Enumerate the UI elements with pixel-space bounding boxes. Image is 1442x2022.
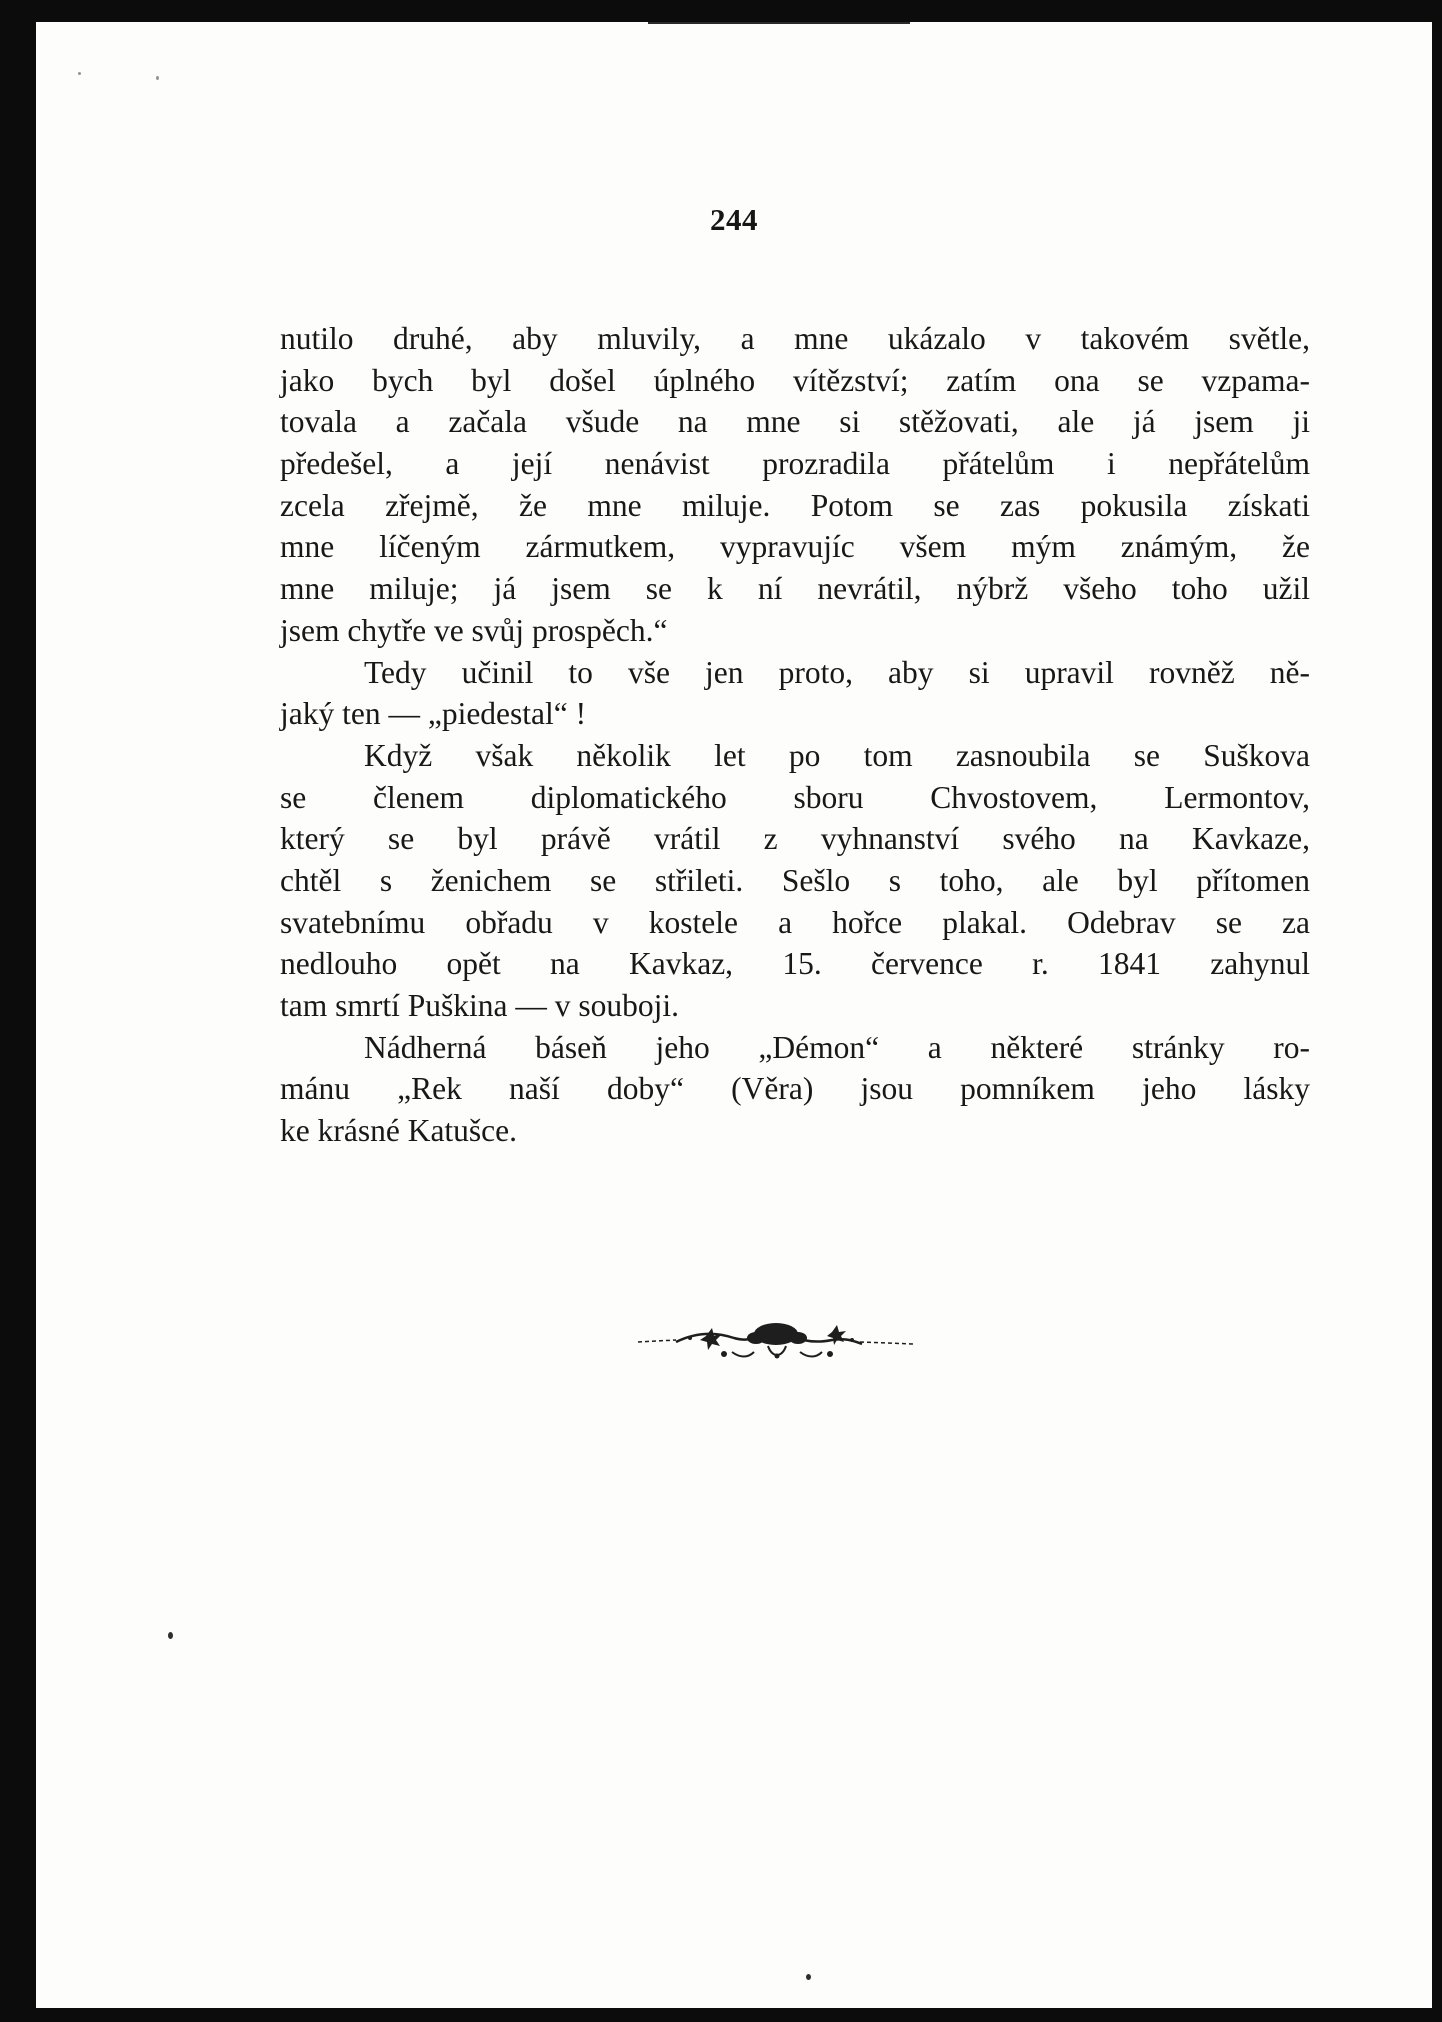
scan-speck [806,1974,811,1980]
text-line: nutilo druhé, aby mluvily, a mne ukázalo v takovém světle, [280,321,1310,356]
text-line: jaký ten — „piedestal“ ! [280,696,587,732]
page-number: 244 [710,202,758,237]
text-line: Když však několik let po tom zasnoubila se Suškova [364,737,1310,773]
text-line: zcela zřejmě, že mne miluje. Potom se zas pokusila získati [280,487,1310,523]
text-line: chtěl s ženichem se střileti. Sešlo s toho, ale byl přítomen [280,862,1310,898]
text-line: svatebnímu obřadu v kostele a hořce plakal. Odebrav se za [280,904,1310,940]
text-line: Nádherná báseň jeho „Démon“ a některé stránky ro- [364,1029,1310,1065]
body-text [280,318,1310,1152]
text-line: předešel, a její nenávist prozradila přátelům i nepřátelům [280,446,1310,482]
text-line: ke krásné Katušce. [280,1113,518,1149]
text-line: který se byl právě vrátil z vyhnanství svého na Kavkaze, [280,821,1310,857]
text-line: mne miluje; já jsem se k ní nevrátil, nýbrž všeho toho užil [280,571,1310,607]
text-line: se členem diplomatického sboru Chvostovem, Lermontov, [280,779,1310,815]
book-page [36,22,1432,2008]
text-line: tam smrtí Puškina — v souboji. [280,988,680,1023]
floral-vignette-icon [636,1318,916,1364]
text-line: Tedy učinil to vše jen proto, aby si upravil rovněž ně- [364,654,1310,690]
text-line: mánu „Rek naší doby“ (Věra) jsou pomníkem jeho lásky [280,1071,1310,1107]
scan-speck [156,76,159,80]
scan-speck [78,72,81,75]
text-line: mne líčeným zármutkem, vypravujíc všem mým známým, že [280,529,1310,565]
text-line: jsem chytře ve svůj prospěch.“ [280,612,668,648]
text-line: nedlouho opět na Kavkaz, 15. července r. 1841 zahynul [280,946,1310,982]
top-edge-rule [648,22,910,24]
text-line: tovala a začala všude na mne si stěžovati, ale já jsem ji [280,404,1310,440]
text-line: jako bych byl došel úplného vítězství; zatím ona se vzpama- [280,362,1310,398]
scan-speck [168,1632,173,1639]
